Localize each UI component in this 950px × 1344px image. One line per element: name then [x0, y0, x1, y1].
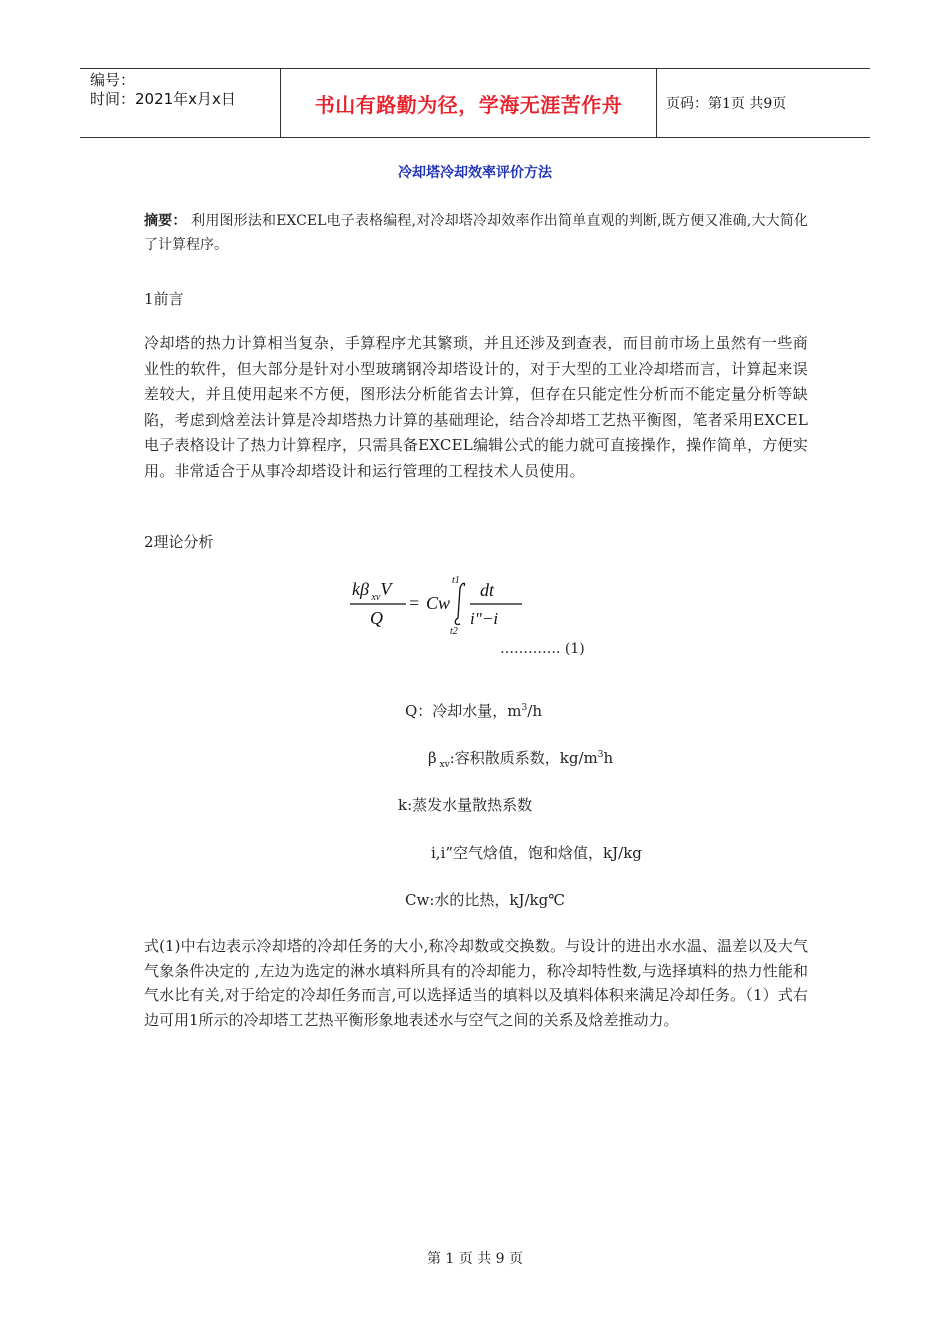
abstract-label: 摘要：	[144, 213, 187, 229]
equation-number: …………. (1)	[500, 641, 585, 657]
formula-lhs-numerator: kβ $_{xv}$V	[352, 579, 392, 603]
definition-k: k:蒸发水量散热系数	[398, 796, 533, 814]
section-heading: 2理论分析	[144, 533, 214, 551]
definition-cw: Cw:水的比热，kJ/kg℃	[405, 891, 565, 909]
serial-label: 编号：	[90, 71, 136, 89]
integral-upper-limit: t1	[452, 575, 460, 586]
integral-icon	[455, 583, 464, 624]
header-page-info: 页码：第1页 共9页	[666, 96, 787, 112]
header-table	[80, 68, 870, 138]
header-motto: 书山有路勤为径，学海无涯苦作舟	[314, 92, 623, 117]
formula-coef: Cw	[426, 593, 451, 613]
formula-equals: =	[409, 593, 420, 613]
integrand-denominator: i"−i	[470, 609, 499, 628]
definition-q: Q：冷却水量，$m^3/h$	[405, 702, 542, 720]
section-body: 冷却塔的热力计算相当复杂，手算程序尤其繁琐，并且还涉及到查表，而目前市场上虽然有一些商业性的软件，但大部分是针对小型玻璃钢冷却塔设计的，对于大型的工业冷却塔而言，计算起来误差较大，并且使用起来不方便，图形法分析能省去计算，但存在只能定性分析而不能定量分析等缺陷，考虑到焓差法计算是冷却塔热力计算的基础理论，结合冷却塔工艺热平衡图，笔者采用EXCEL电子表格设计了热力计算程序，只需具备EXCEL编辑公式的能力就可直接操作，操作简单，方便实用。非常适合于从事冷却塔设计和运行管理的工程技术人员使用。	[144, 334, 808, 480]
document-title: 冷却塔冷却效率评价方法	[398, 165, 552, 181]
section-heading: 1前言	[144, 290, 184, 308]
abstract	[144, 209, 808, 257]
abstract-text: 利用图形法和EXCEL电子表格编程,对冷却塔冷却效率作出简单直观的判断,既方便又准确,大大简化了计算程序。	[144, 213, 809, 253]
date-label: 时间：2021年x月x日	[90, 90, 236, 108]
definition-i: i,i”空气焓值，饱和焓值，kJ/kg	[431, 844, 642, 862]
integral-lower-limit: t2	[450, 626, 458, 637]
definition-beta: β $_{xv}$:容积散质系数，$kg/m^3h$	[428, 749, 614, 770]
section-body: 式(1)中右边表示冷却塔的冷却任务的大小,称冷却数或交换数。与设计的进出水水温、温差以及大气气象条件决定的 ,左边为选定的淋水填料所具有的冷却能力，称冷却特性数,与选择填料的热力性能和气水比有关,对于给定的冷却任务而言,可以选择适当的填料以及填料体积来满足冷却任务。（1）式右边可用1所示的冷却塔工艺热平衡形象地表述水与空气之间的关系及焓差推动力。	[144, 937, 808, 1029]
formula-lhs-denominator: Q	[370, 608, 383, 628]
integrand-numerator: dt	[480, 580, 495, 600]
cooling-formula	[346, 568, 526, 642]
page-footer: 第 1 页 共 9 页	[426, 1251, 524, 1267]
header-meta	[90, 71, 280, 109]
header-divider	[656, 69, 657, 137]
